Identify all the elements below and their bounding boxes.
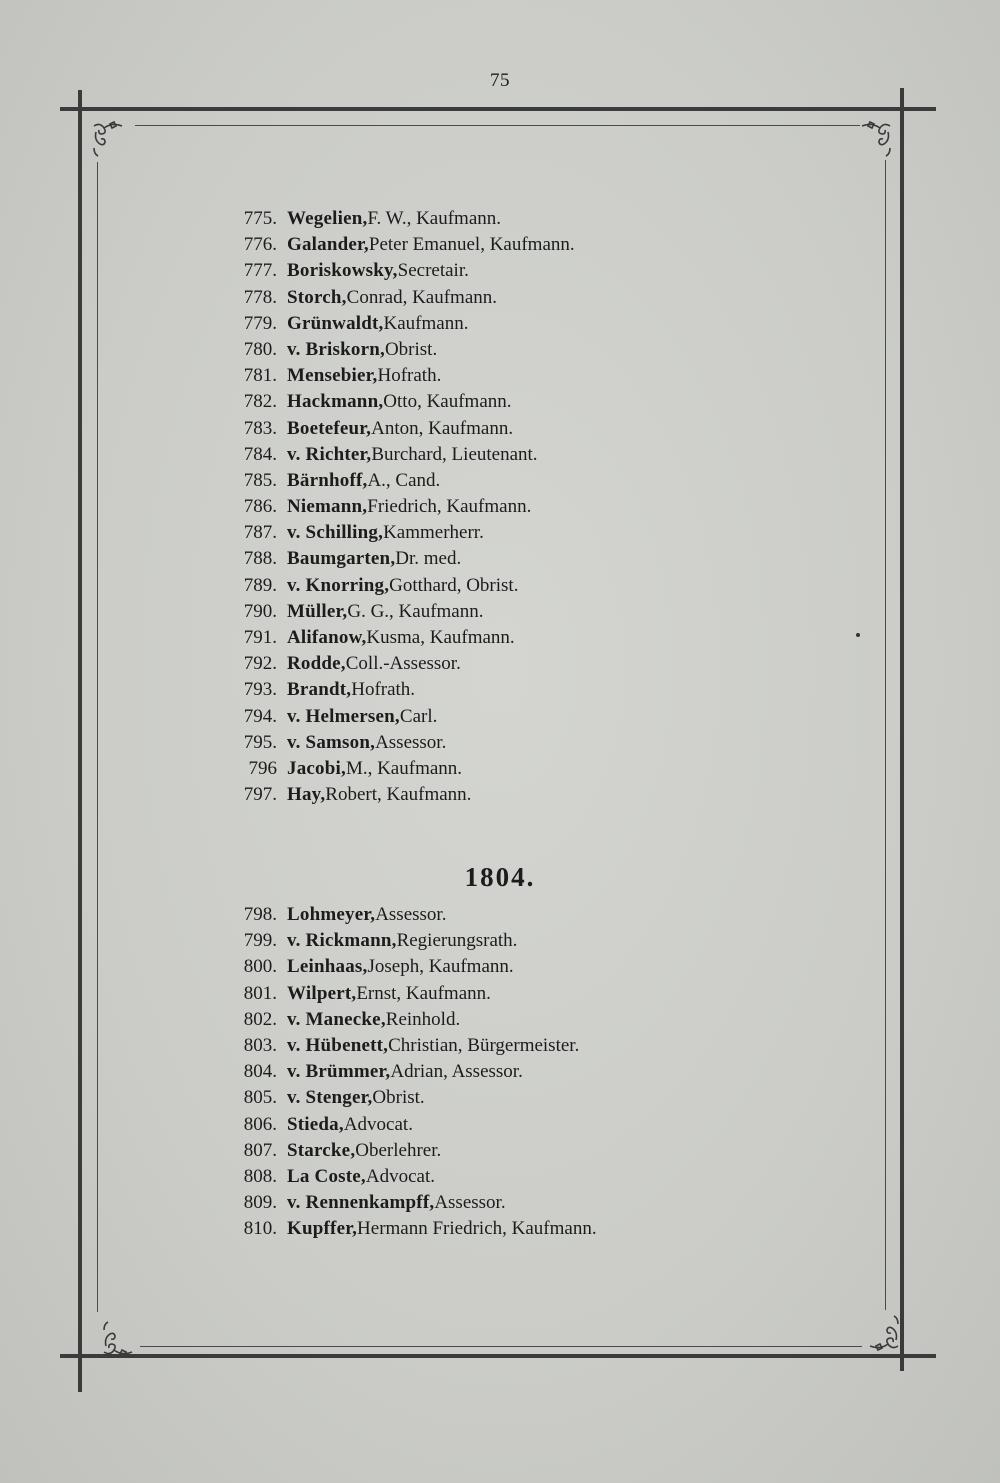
- list-item: 794. v. Helmersen, Carl.: [243, 705, 438, 727]
- list-item: 799. v. Rickmann, Regierungsrath.: [243, 930, 518, 952]
- list-item: 795. v. Samson, Assessor.: [243, 731, 447, 753]
- list-item: 782. Hackmann, Otto, Kaufmann.: [243, 391, 512, 413]
- inner-frame-right: [885, 160, 886, 1310]
- frame-rule-right: [900, 88, 904, 1371]
- list-item: 789. v. Knorring, Gotthard, Obrist.: [243, 574, 519, 596]
- list-item: 791. Alifanow, Kusma, Kaufmann.: [243, 627, 515, 648]
- list-item: 797. Hay, Robert, Kaufmann.: [243, 784, 472, 806]
- frame-rule-left: [78, 90, 82, 1392]
- list-item: 806. Stieda, Advocat.: [243, 1113, 413, 1135]
- list-item: 783. Boetefeur, Anton, Kaufmann.: [243, 417, 514, 439]
- ink-speck: [856, 633, 860, 637]
- list-item: 778. Storch, Conrad, Kaufmann.: [243, 286, 498, 308]
- list-item: 808. La Coste, Advocat.: [243, 1165, 435, 1187]
- inner-frame-bottom: [140, 1346, 862, 1347]
- corner-ornament-icon: [858, 1310, 902, 1354]
- corner-ornament-icon: [850, 118, 894, 162]
- list-item: 784. v. Richter, Burchard, Lieutenant.: [243, 443, 538, 465]
- list-item: 800. Leinhaas, Joseph, Kaufmann.: [243, 956, 514, 978]
- entry-list-before-1804: [200, 206, 860, 808]
- list-item: 790. Müller, G. G., Kaufmann.: [243, 600, 484, 622]
- list-item: 805. v. Stenger, Obrist.: [243, 1087, 425, 1109]
- list-item: 801. Wilpert, Ernst, Kaufmann.: [243, 982, 491, 1004]
- entry-list-1804: [200, 902, 860, 1242]
- list-item: 777. Boriskowsky, Secretair.: [243, 260, 469, 282]
- list-item: 779. Grünwaldt, Kaufmann.: [243, 312, 469, 334]
- list-item: 810. Kupffer, Hermann Friedrich, Kaufmann.: [243, 1218, 597, 1240]
- list-item: 793. Brandt, Hofrath.: [243, 679, 416, 701]
- list-item: 787. v. Schilling, Kammerherr.: [243, 522, 484, 544]
- list-item: 786. Niemann, Friedrich, Kaufmann.: [243, 496, 532, 518]
- list-item: 776. Galander, Peter Emanuel, Kaufmann.: [243, 234, 575, 256]
- section-heading-year: 1804.: [464, 862, 536, 892]
- corner-ornament-icon: [100, 1316, 144, 1360]
- list-item: 785. Bärnhoff, A., Cand.: [243, 469, 441, 491]
- list-item: 802. v. Manecke, Reinhold.: [243, 1008, 461, 1030]
- list-item: 796 Jacobi, M., Kaufmann.: [248, 757, 463, 779]
- list-item: 798. Lohmeyer, Assessor.: [243, 904, 447, 925]
- frame-rule-top: [60, 107, 936, 111]
- list-item: 781. Mensebier, Hofrath.: [243, 365, 442, 387]
- list-item: 792. Rodde, Coll.-Assessor.: [243, 653, 461, 675]
- list-item: 804. v. Brümmer, Adrian, Assessor.: [243, 1061, 523, 1083]
- list-item: 809. v. Rennenkampff, Assessor.: [243, 1192, 506, 1214]
- corner-ornament-icon: [90, 118, 134, 162]
- page-number: 75: [490, 70, 510, 91]
- frame-rule-bottom: [60, 1354, 936, 1358]
- inner-frame-top: [135, 125, 860, 126]
- list-item: 807. Starcke, Oberlehrer.: [243, 1139, 442, 1161]
- list-item: 780. v. Briskorn, Obrist.: [243, 338, 438, 360]
- list-item: 803. v. Hübenett, Christian, Bürgermeister.: [243, 1034, 580, 1056]
- inner-frame-left: [97, 162, 98, 1312]
- list-item: 788. Baumgarten, Dr. med.: [243, 548, 462, 570]
- list-item: 775. Wegelien, F. W., Kaufmann.: [243, 208, 502, 229]
